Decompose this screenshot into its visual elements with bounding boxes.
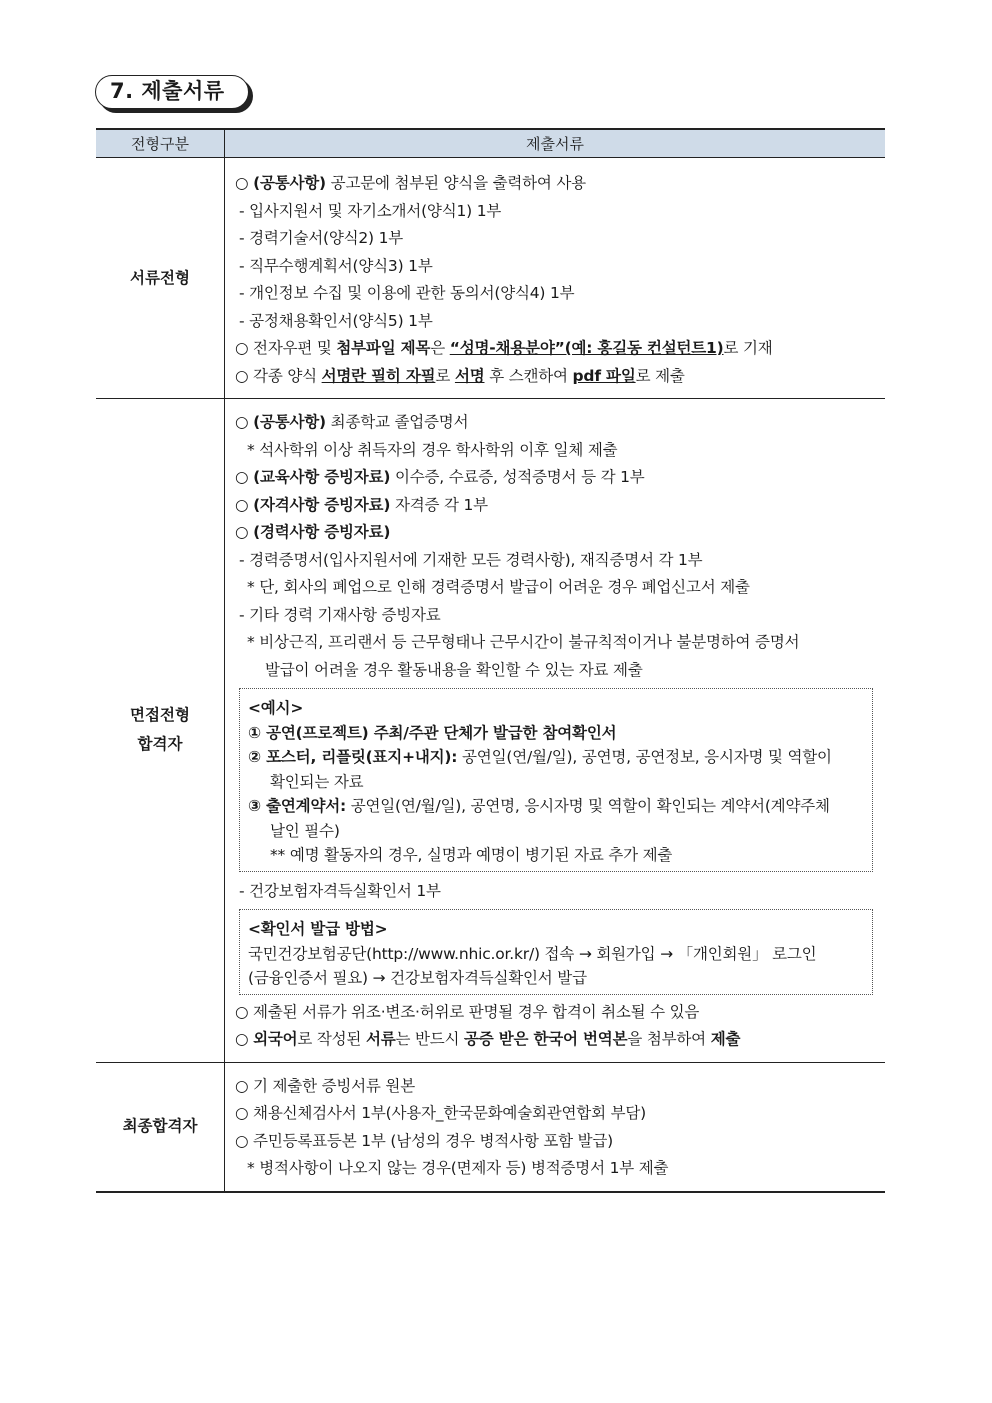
table-row-interview bbox=[96, 399, 885, 1063]
issue-line: 국민건강보험공단(http://www.nhic.or.kr/) 접속 → 회원가입 → 「개인회원」 로그인 bbox=[248, 944, 817, 963]
list-item: ○ 전자우편 및 첨부파일 제목은 “성명-채용분야”(예: 홍길동 컨설턴트1)로 기재 bbox=[235, 339, 773, 357]
category-final: 최종합격자 bbox=[96, 1062, 225, 1192]
category-screening: 서류전형 bbox=[96, 158, 225, 399]
list-item: - 직무수행계획서(양식3) 1부 bbox=[239, 256, 433, 275]
example-note: ** 예명 활동자의 경우, 실명과 예명이 병기된 자료 추가 제출 bbox=[270, 846, 673, 864]
list-item: ○ 주민등록표등본 1부 (남성의 경우 병적사항 포함 발급) bbox=[235, 1131, 614, 1150]
issue-method-box bbox=[239, 909, 873, 995]
example-item-cont: 확인되는 자료 bbox=[270, 772, 364, 791]
note-item: * 석사학위 이상 취득자의 경우 학사학위 이후 일체 제출 bbox=[247, 440, 618, 459]
example-item: ② 포스터, 리플릿(표지+내지): 공연일(연/월/일), 공연명, 공연정보, 응시자명 및 역할이 bbox=[248, 748, 832, 766]
documents-interview bbox=[225, 399, 886, 1063]
list-item: - 공정채용확인서(양식5) 1부 bbox=[239, 311, 433, 330]
list-item: ○ (공통사항) 공고문에 첨부된 양식을 출력하여 사용 bbox=[235, 174, 586, 192]
note-item: * 병적사항이 나오지 않는 경우(면제자 등) 병적증명서 1부 제출 bbox=[247, 1159, 669, 1177]
documents-final bbox=[225, 1062, 886, 1192]
list-item: ○ (경력사항 증빙자료) bbox=[235, 523, 391, 541]
example-item: ① 공연(프로젝트) 주최/주관 단체가 발급한 참여확인서 bbox=[248, 723, 617, 742]
list-item: ○ 각종 양식 서명란 필히 자필로 서명 후 스캔하여 pdf 파일로 제출 bbox=[235, 366, 685, 385]
note-item: * 단, 회사의 폐업으로 인해 경력증명서 발급이 어려운 경우 폐업신고서 제출 bbox=[247, 578, 750, 596]
header-documents: 제출서류 bbox=[225, 129, 886, 158]
list-item: - 경력증명서(입사지원서에 기재한 모든 경력사항), 재직증명서 각 1부 bbox=[239, 550, 703, 569]
list-item: ○ 제출된 서류가 위조·변조·허위로 판명될 경우 합격이 취소될 수 있음 bbox=[235, 1002, 700, 1021]
list-item: - 경력기술서(양식2) 1부 bbox=[239, 229, 404, 247]
list-item: - 개인정보 수집 및 이용에 관한 동의서(양식4) 1부 bbox=[239, 284, 575, 302]
example-item-cont: 날인 필수) bbox=[270, 821, 340, 840]
table-row-screening bbox=[96, 158, 885, 399]
issue-title: <확인서 발급 방법> bbox=[248, 920, 388, 938]
list-item: - 기타 경력 기재사항 증빙자료 bbox=[239, 605, 441, 624]
example-title: <예시> bbox=[248, 699, 304, 717]
list-item: ○ (자격사항 증빙자료) 자격증 각 1부 bbox=[235, 495, 488, 514]
list-item: ○ (공통사항) 최종학교 졸업증명서 bbox=[235, 413, 469, 431]
category-interview: 면접전형 합격자 bbox=[96, 399, 225, 1063]
documents-table bbox=[96, 128, 885, 1193]
example-item: ③ 출연계약서: 공연일(연/월/일), 공연명, 응시자명 및 역할이 확인되는 계약서(계약주체 bbox=[248, 797, 830, 815]
list-item: ○ 기 제출한 증빙서류 원본 bbox=[235, 1076, 415, 1095]
header-category: 전형구분 bbox=[96, 129, 225, 158]
list-item: ○ (교육사항 증빙자료) 이수증, 수료증, 성적증명서 등 각 1부 bbox=[235, 468, 645, 486]
note-item: * 비상근직, 프리랜서 등 근무형태나 근무시간이 불규칙적이거나 불분명하여 증명서 bbox=[247, 633, 800, 651]
section-title: 7. 제출서류 bbox=[95, 75, 249, 109]
list-item: - 입사지원서 및 자기소개서(양식1) 1부 bbox=[239, 201, 502, 220]
list-item: - 건강보험자격득실확인서 1부 bbox=[239, 881, 441, 900]
table-header-row bbox=[96, 129, 885, 158]
note-item: 발급이 어려울 경우 활동내용을 확인할 수 있는 자료 제출 bbox=[265, 660, 643, 679]
list-item: ○ 채용신체검사서 1부(사용자_한국문화예술회관연합회 부담) bbox=[235, 1104, 646, 1122]
documents-screening bbox=[225, 158, 886, 399]
issue-line: (금융인증서 필요) → 건강보험자격득실확인서 발급 bbox=[248, 969, 587, 987]
list-item: ○ 외국어로 작성된 서류는 반드시 공증 받은 한국어 번역본을 첨부하여 제출 bbox=[235, 1030, 741, 1048]
table-row-final bbox=[96, 1062, 885, 1192]
example-box bbox=[239, 688, 873, 872]
